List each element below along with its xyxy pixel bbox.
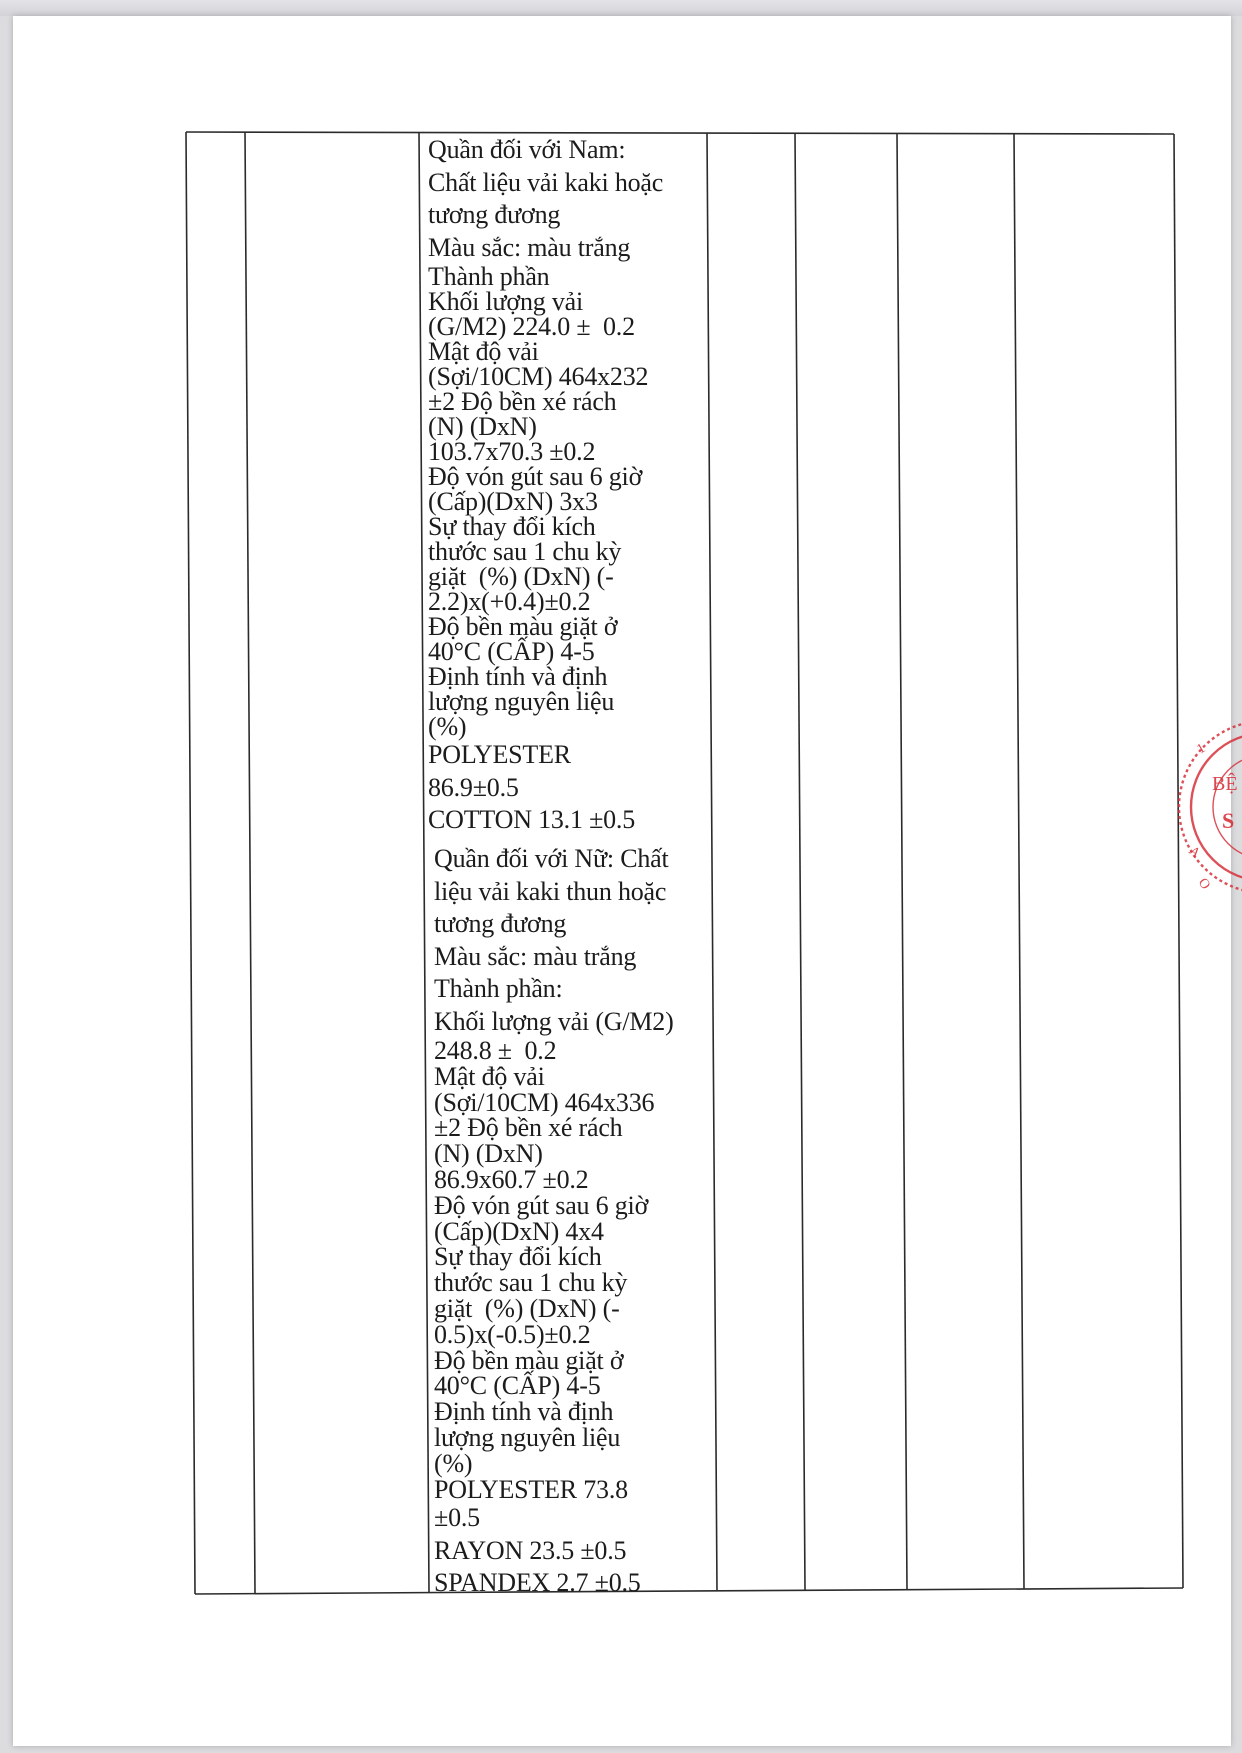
section_female-line: Mật độ vải	[434, 1061, 545, 1091]
section_female-line: 86.9x60.7 ±0.2	[434, 1164, 589, 1194]
section_female-line: giặt (%) (DxN) (-	[434, 1293, 620, 1323]
section_male-line: lượng nguyên liệu	[428, 687, 615, 716]
section_female-line: tương đương	[434, 909, 567, 938]
section_male-line: Độ bền màu giặt ở	[428, 612, 618, 641]
section_male-line: POLYESTER	[428, 740, 571, 769]
section_female-line: lượng nguyên liệu	[434, 1422, 621, 1452]
section_male-line: (%)	[428, 712, 467, 741]
male-trousers-spec	[428, 134, 714, 837]
section_male-line: ±2 Độ bền xé rách	[428, 387, 617, 416]
section_male-line: thước sau 1 chu kỳ	[428, 537, 622, 566]
section_female-line: (%)	[434, 1448, 473, 1478]
section_female-line: (Sợi/10CM) 464x336	[434, 1087, 655, 1117]
section_male-line: Mật độ vải	[428, 337, 539, 366]
section_female-line: 40°C (CẤP) 4-5	[434, 1371, 601, 1401]
section_female-line: (N) (DxN)	[434, 1139, 543, 1169]
section_male-line: Màu sắc: màu trắng	[428, 232, 631, 262]
section_female-line: POLYESTER 73.8	[434, 1474, 628, 1504]
section_female-line: SPANDEX 2.7 ±0.5	[434, 1568, 641, 1598]
section_female-line: RAYON 23.5 ±0.5	[434, 1535, 627, 1565]
section_male-line: 40°C (CẤP) 4-5	[428, 637, 595, 666]
section_female-line: Quần đối với Nữ: Chất	[434, 844, 669, 873]
stamp-mark-1: 1	[1194, 740, 1209, 758]
stamp-mark-2: A	[1185, 843, 1203, 862]
section_male-line: Thành phần	[428, 262, 550, 291]
section_male-line: Sự thay đổi kích	[428, 512, 596, 541]
section_female-line: 248.8 ± 0.2	[434, 1036, 557, 1065]
section_female-line: Sự thay đổi kích	[434, 1242, 602, 1272]
stamp-text-1: BỆ	[1212, 773, 1238, 795]
scan-top-edge	[0, 0, 1242, 16]
section_male-line: (Sợi/10CM) 464x232	[428, 362, 649, 391]
section_male-line: Độ vón gút sau 6 giờ	[428, 462, 643, 491]
section_male-line: 86.9±0.5	[428, 772, 519, 802]
section_female-line: ±2 Độ bền xé rách	[434, 1113, 623, 1143]
section_male-line: Định tính và định	[428, 662, 608, 691]
stamp-mark-3: O	[1194, 875, 1213, 893]
section_female-line: Độ bền màu giặt ở	[434, 1345, 624, 1375]
section_male-line: COTTON 13.1 ±0.5	[428, 805, 636, 834]
section_female-line: thước sau 1 chu kỳ	[434, 1268, 628, 1298]
section_female-line: (Cấp)(DxN) 4x4	[434, 1216, 604, 1246]
section_male-line: (G/M2) 224.0 ± 0.2	[428, 312, 635, 341]
section_female-line: Định tính và định	[434, 1397, 614, 1427]
section_female-line: Khối lượng vải (G/M2)	[434, 1006, 674, 1036]
stamp-text-2: S	[1222, 808, 1235, 833]
section_male-line: 103.7x70.3 ±0.2	[428, 437, 596, 466]
section_male-line: 2.2)x(+0.4)±0.2	[428, 587, 591, 616]
section_female-line: ±0.5	[434, 1503, 480, 1533]
section_male-line: (Cấp)(DxN) 3x3	[428, 487, 598, 516]
female-trousers-spec	[434, 843, 720, 1600]
section_female-line: Màu sắc: màu trắng	[434, 941, 637, 971]
section_female-line: 0.5)x(-0.5)±0.2	[434, 1319, 591, 1349]
section_female-line: Thành phần:	[434, 974, 563, 1003]
section_male-line: Khối lượng vải	[428, 287, 584, 316]
section_male-line: Quần đối với Nam:	[428, 135, 626, 164]
section_female-line: Độ vón gút sau 6 giờ	[434, 1190, 649, 1220]
section_male-line: giặt (%) (DxN) (-	[428, 562, 614, 591]
section_female-line: liệu vải kaki thun hoặc	[434, 876, 667, 906]
section_male-line: tương đương	[428, 200, 561, 229]
section_male-line: Chất liệu vải kaki hoặc	[428, 167, 664, 197]
section_male-line: (N) (DxN)	[428, 412, 537, 441]
